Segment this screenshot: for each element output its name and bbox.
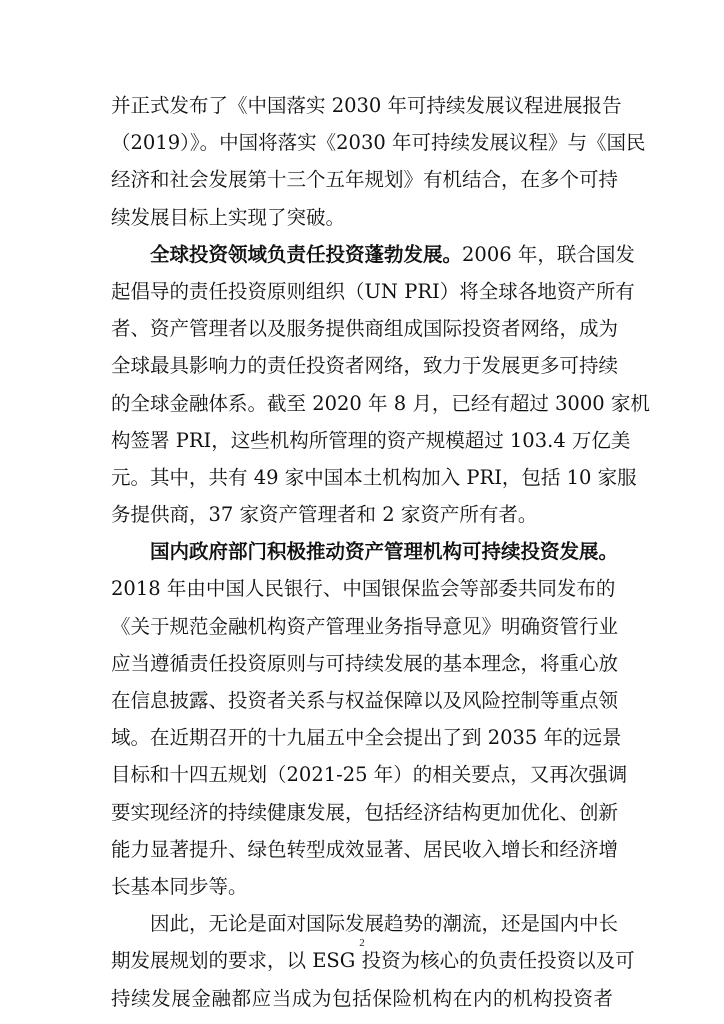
text-line: 应当遵循责任投资原则与可持续发展的基本理念，将重心放 (111, 651, 619, 675)
text-line: 能力显著提升、绿色转型成效显著、居民收入增长和经济增 (111, 837, 619, 861)
body-text (111, 87, 650, 1017)
text-line: 元。其中，共有 49 家中国本土机构加入 PRI，包括 10 家服 (111, 465, 637, 489)
text-line: 全球最具影响力的责任投资者网络，致力于发展更多可持续 (111, 354, 619, 378)
text-line: （2019）》。中国将落实《2030 年可持续发展议程》与《国民 (111, 131, 646, 155)
text-line: 长基本同步等。 (111, 874, 248, 898)
text-line: 并正式发布了《中国落实 2030 年可持续发展议程进展报告 (111, 94, 622, 117)
paragraph-heading: 国内政府部门积极推动资产管理机构可持续投资发展。 (150, 540, 619, 564)
text-line: 《关于规范金融机构资产管理业务指导意见》明确资管行业 (111, 614, 619, 638)
text-line: 起倡导的责任投资原则组织（UN PRI）将全球各地资产所有 (111, 279, 635, 303)
text-line: 因此，无论是面对国际发展趋势的潮流，还是国内中长 (150, 912, 619, 936)
text-line: 经济和社会发展第十三个五年规划》有机结合，在多个可持 (111, 168, 619, 192)
text-line: 续发展目标上实现了突破。 (111, 205, 346, 229)
text-line (111, 236, 635, 273)
text-line: 构签署 PRI，这些机构所管理的资产规模超过 103.4 万亿美 (111, 428, 631, 452)
text-line: 者、资产管理者以及服务提供商组成国际投资者网络，成为 (111, 317, 619, 341)
text-line: 2018 年由中国人民银行、中国银保监会等部委共同发布的 (111, 577, 616, 601)
text-line: 域。在近期召开的十九届五中全会提出了到 2035 年的远景 (111, 726, 622, 750)
text-span: 2006 年，联合国发 (462, 242, 635, 266)
text-line: 在信息披露、投资者关系与权益保障以及风险控制等重点领 (111, 689, 619, 712)
paragraph-1 (111, 87, 646, 236)
paragraph-2 (111, 236, 650, 534)
text-line: 持续发展金融都应当成为包括保险机构在内的机构投资者 (111, 986, 613, 1010)
text-line: 期发展规划的要求，以 ESG 投资为核心的负责任投资以及可 (111, 949, 635, 973)
text-line: 务提供商，37 家资产管理者和 2 家资产所有者。 (111, 503, 538, 527)
paragraph-3 (111, 533, 628, 905)
paragraph-heading: 全球投资领域负责任投资蓬勃发展。 (150, 242, 463, 266)
text-line: 要实现经济的持续健康发展，包括经济结构更加优化、创新 (111, 800, 619, 824)
paragraph-4 (111, 905, 635, 1017)
page-number: 2 (359, 937, 365, 949)
text-line: 的全球金融体系。截至 2020 年 8 月，已经有超过 3000 家机 (111, 391, 650, 415)
text-line: 目标和十四五规划（2021-25 年）的相关要点，又再次强调 (111, 763, 628, 787)
